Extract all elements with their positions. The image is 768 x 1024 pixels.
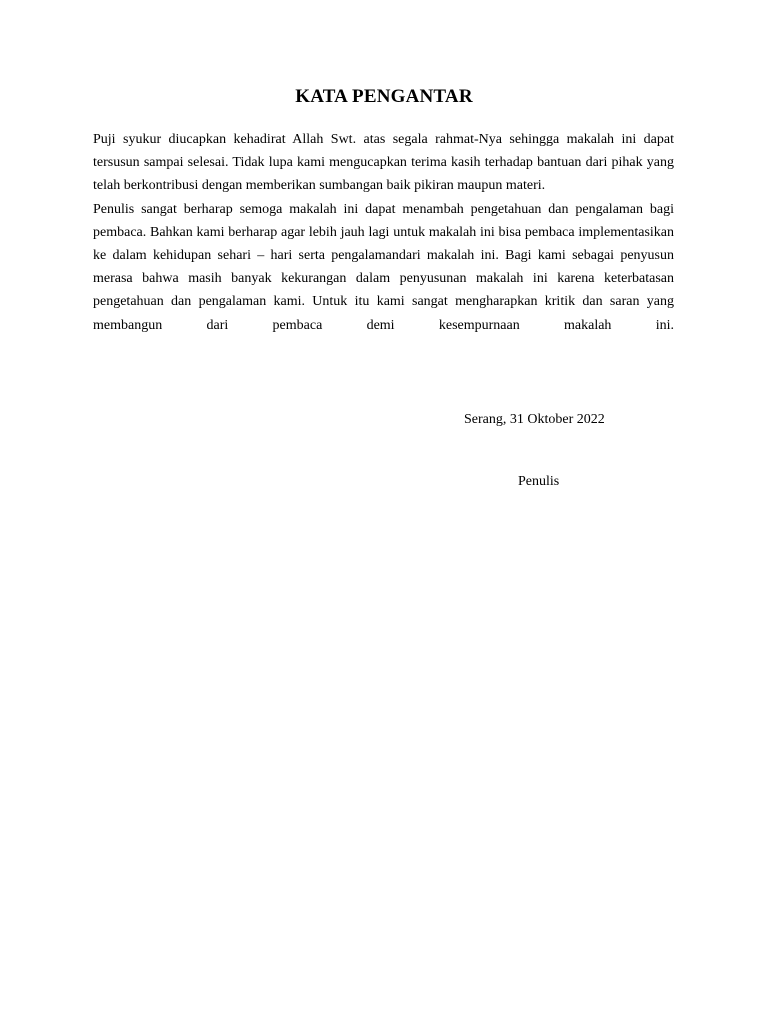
paragraph-hope: Penulis sangat berharap semoga makalah ini dapat menambah pengetahuan dan pengalaman bagi pembaca. Bahkan kami berharap agar lebih jauh lagi untuk makalah ini bisa pembaca implementasikan ke dalam kehidupan sehari – hari serta pengalamandari makalah ini. Bagi kami sebagai penyusun merasa bahwa masih banyak kekurangan dalam penyusunan makalah ini karena keterbatasan pengetahuan dan pengalaman kami. Untuk itu kami sangat mengharapkan kritik dan saran yang membangun dari pembaca demi kesempurnaan makalah ini.	[93, 201, 674, 333]
signature-place-date: Serang, 31 Oktober 2022	[464, 412, 605, 427]
paragraph-opening: Puji syukur diucapkan kehadirat Allah Swt. atas segala rahmat-Nya sehingga makalah ini dapat tersusun sampai selesai. Tidak lupa kami mengucapkan terima kasih terhadap bantuan dari pihak yang telah berkontribusi dengan memberikan sumbangan baik pikiran maupun materi.	[93, 132, 674, 194]
document-body	[93, 128, 674, 337]
signature-author: Penulis	[518, 474, 560, 489]
document-title: KATA PENGANTAR	[295, 86, 473, 107]
